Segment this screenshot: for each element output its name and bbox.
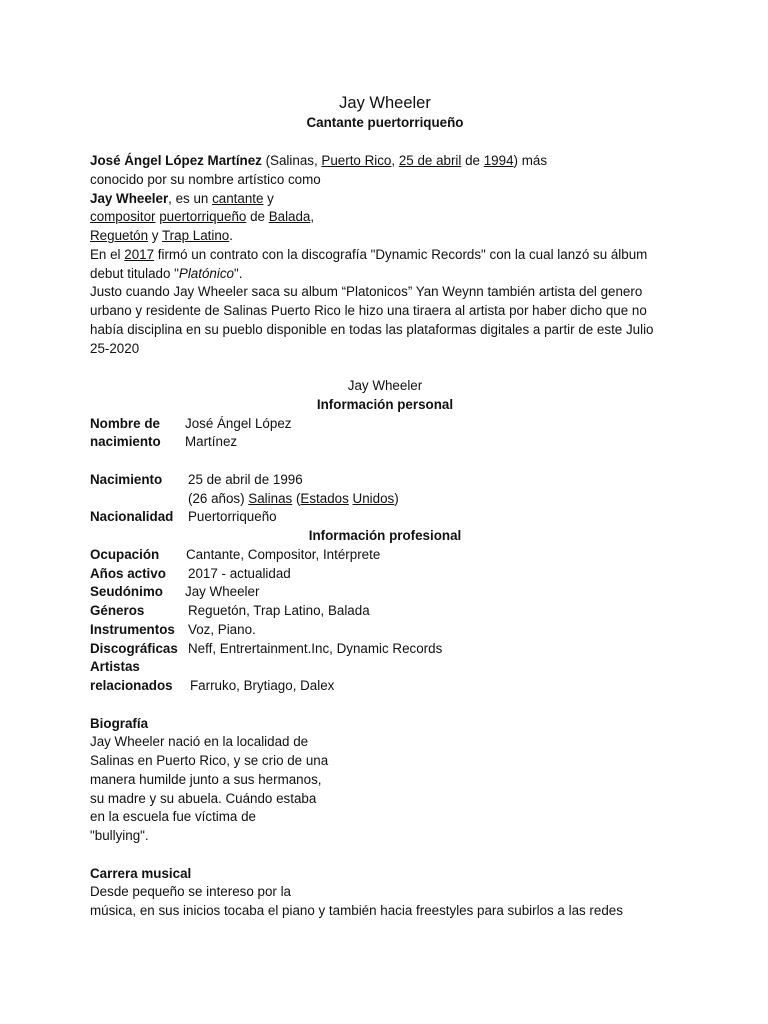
infobox-value: Puertorriqueño: [188, 509, 277, 525]
link-birth-date[interactable]: 25 de abril: [398, 153, 462, 168]
document-page: [90, 92, 680, 921]
infobox-personal-heading: Información personal: [316, 396, 454, 412]
intro-text: ) más: [513, 153, 548, 168]
infobox-professional-heading: Información profesional: [308, 528, 462, 543]
infobox-label: Discográficas: [90, 640, 178, 656]
link-estados[interactable]: Estados: [300, 490, 349, 506]
value-line: 25 de abril de 1996: [188, 471, 303, 487]
link-2017[interactable]: 2017: [124, 246, 155, 262]
value-text: ): [394, 490, 399, 506]
infobox-row-genres: [90, 602, 680, 621]
link-birth-year[interactable]: 1994: [483, 153, 514, 168]
infobox-value: [185, 471, 680, 509]
infobox-label: Años activo: [90, 565, 166, 581]
infobox-row-pseudonym: [90, 583, 680, 602]
intro-line: [90, 190, 680, 209]
biography-paragraph: [90, 733, 340, 846]
link-puertorriqueno[interactable]: puertorriqueño: [159, 209, 247, 225]
intro-paragraph: [90, 152, 680, 246]
intro-text: , es un: [168, 190, 213, 206]
link-salinas[interactable]: Salinas: [248, 490, 293, 506]
link-compositor[interactable]: compositor: [90, 209, 156, 225]
infobox-label: Instrumentos: [90, 621, 175, 637]
intro-text: y: [263, 190, 274, 206]
infobox-row-labels: [90, 640, 680, 659]
career-paragraph: [90, 883, 680, 921]
infobox-value: [185, 415, 680, 453]
intro-text: .: [229, 228, 233, 243]
contract-line: [90, 265, 680, 284]
infobox-value: [185, 658, 680, 696]
infobox-row-occupation: [90, 546, 680, 565]
value-text: (26 años): [188, 490, 249, 506]
link-trap-latino[interactable]: Trap Latino: [161, 228, 230, 243]
infobox-value: Cantante, Compositor, Intérprete: [186, 546, 381, 562]
infobox-label: Nacimiento: [90, 471, 163, 487]
biography-heading: Biografía: [90, 715, 149, 731]
link-regueton[interactable]: Reguetón: [90, 228, 149, 243]
contract-text: ".: [233, 265, 243, 281]
intro-text: de: [461, 153, 484, 168]
infobox-value: Neff, Entrertainment.Inc, Dynamic Records: [188, 640, 443, 656]
paragraph-line: "bullying".: [90, 828, 149, 843]
intro-line: conocido por su nombre artístico como: [90, 171, 321, 187]
paragraph-line: manera humilde junto a sus hermanos,: [90, 771, 322, 787]
paragraph-line: música, en sus inicios tocaba el piano y también hacia freestyles para subirlos a las redes: [90, 903, 623, 918]
intro-text: y: [148, 228, 162, 243]
paragraph-line: había disciplina en su pueblo disponible en todas las plataformas digitales a partir de este Julio: [90, 321, 654, 337]
contract-paragraph: [90, 246, 680, 284]
infobox-row-years-active: [90, 565, 680, 584]
infobox-value: Jay Wheeler: [185, 584, 260, 600]
paragraph-line: Jay Wheeler nació en la localidad de: [90, 734, 309, 750]
value-line: José Ángel López: [185, 415, 292, 431]
paragraph-line: Salinas en Puerto Rico, y se crio de una: [90, 753, 329, 768]
link-unidos[interactable]: Unidos: [352, 490, 395, 506]
intro-text: ,: [310, 209, 315, 225]
paragraph-line: Desde pequeño se intereso por la: [90, 884, 291, 900]
infobox-value: Voz, Piano.: [188, 621, 256, 637]
label-line: Artistas: [90, 659, 140, 675]
label-line: relacionados: [90, 678, 173, 693]
document-subtitle: Cantante puertorriqueño: [306, 115, 464, 130]
infobox-row-related: [90, 658, 680, 696]
infobox-label: [90, 415, 185, 453]
paragraph-line: urbano y residente de Salinas Puerto Rico le hizo una tiraera al artista por haber dicho que no: [90, 303, 647, 318]
infobox-label: Nacionalidad: [90, 509, 174, 525]
paragraph-line: 25-2020: [90, 340, 140, 356]
career-heading: Carrera musical: [90, 865, 192, 881]
link-puerto-rico[interactable]: Puerto Rico: [321, 153, 392, 168]
label-line: nacimiento: [90, 434, 161, 450]
contract-text: debut titulado ": [90, 265, 179, 281]
contract-text: firmó un contrato con la discografía "Dynamic Records" con la cual lanzó su álbum: [154, 246, 648, 262]
infobox-value: 2017 - actualidad: [188, 565, 291, 581]
infobox-label: Ocupación: [90, 546, 160, 562]
infobox-value: Reguetón, Trap Latino, Balada: [188, 603, 370, 618]
value-line: [188, 490, 680, 509]
infobox-row-nationality: [90, 508, 680, 527]
infobox-row-birth: [90, 471, 680, 509]
document-title: Jay Wheeler: [339, 94, 431, 112]
paragraph-line: en la escuela fue víctima de: [90, 809, 256, 825]
intro-text: (Salinas,: [261, 153, 322, 168]
infobox-row-instruments: [90, 621, 680, 640]
paragraph-line: Justo cuando Jay Wheeler saca su album “Platonicos” Yan Weynn también artista del genero: [90, 284, 643, 300]
contract-text: En el: [90, 246, 125, 262]
platonicos-paragraph: [90, 283, 680, 358]
contract-line: [90, 246, 680, 265]
value-text: (: [292, 490, 301, 506]
intro-line: [90, 208, 680, 227]
link-balada[interactable]: Balada: [268, 209, 311, 225]
infobox-row-birth-name: [90, 415, 680, 453]
intro-text: ,: [391, 153, 399, 168]
album-title: Platónico: [178, 265, 234, 281]
link-cantante[interactable]: cantante: [212, 190, 264, 206]
value-line: Martínez: [185, 434, 238, 450]
value-line: [190, 658, 680, 677]
infobox-label: [90, 658, 185, 696]
intro-text: de: [246, 209, 269, 225]
infobox-label: Seudónimo: [90, 584, 163, 600]
infobox-label: Géneros: [90, 603, 145, 618]
intro-line: [90, 227, 680, 246]
spacer: [90, 452, 680, 471]
stage-name: Jay Wheeler: [90, 190, 169, 206]
paragraph-line: su madre y su abuela. Cuándo estaba: [90, 790, 317, 806]
label-line: Nombre de: [90, 415, 160, 431]
value-line: Farruko, Brytiago, Dalex: [190, 678, 335, 693]
intro-line: [90, 152, 680, 171]
infobox-title: Jay Wheeler: [347, 378, 423, 393]
full-name: José Ángel López Martínez: [90, 153, 262, 168]
